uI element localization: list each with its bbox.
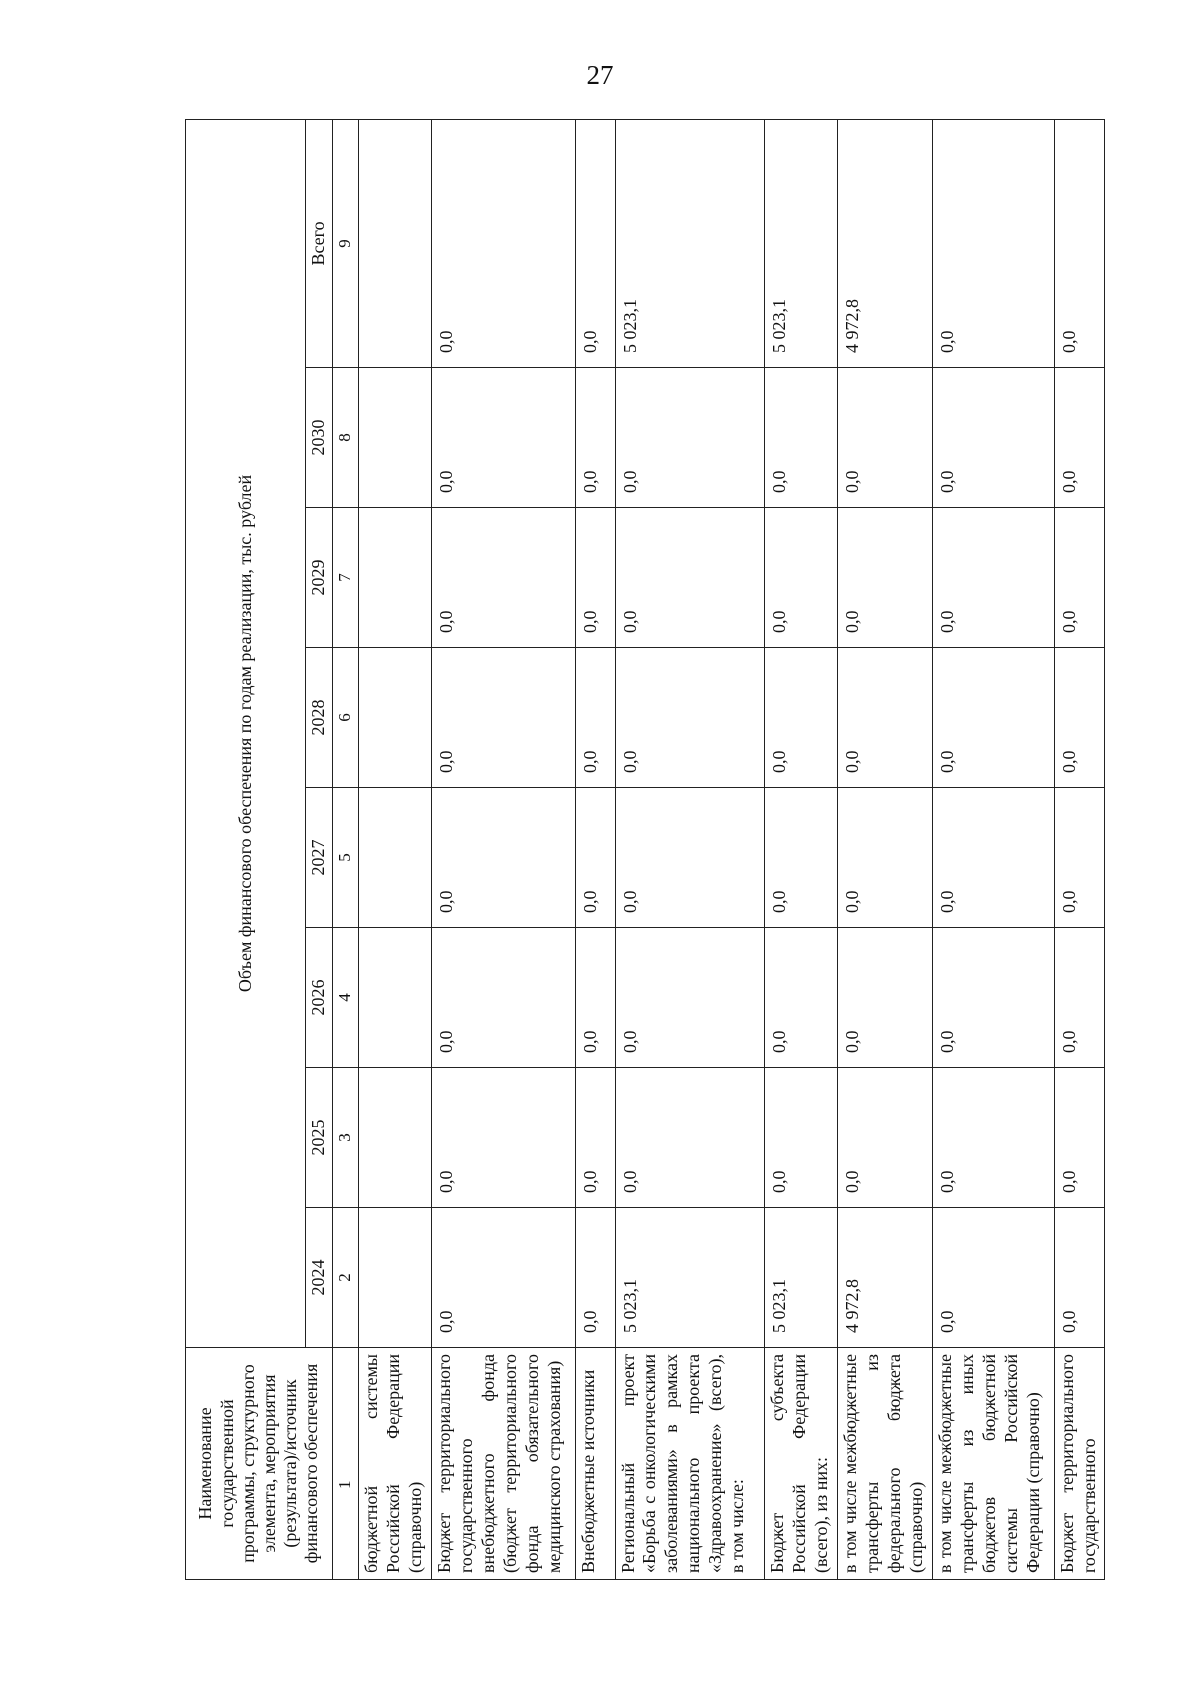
cell-value: 0,0: [1054, 788, 1104, 928]
cell-value: 0,0: [764, 1068, 837, 1208]
cell-value: 0,0: [576, 508, 615, 648]
column-number: 6: [332, 648, 358, 788]
row-name: Бюджет субъекта Российской Федерации (всего), из них:: [764, 1348, 837, 1580]
table-row: [432, 119, 576, 1579]
header-year: 2025: [306, 1068, 333, 1208]
header-name-column: Наименование государственной программы, структурного элемента, мероприятия (результата)/источник финансового обеспечения: [186, 1348, 333, 1580]
table-row: [837, 119, 933, 1579]
cell-value: 0,0: [432, 508, 576, 648]
header-total: Всего: [306, 119, 333, 367]
cell-value: 0,0: [764, 928, 837, 1068]
table-row: [576, 119, 615, 1579]
cell-value: 0,0: [576, 1068, 615, 1208]
cell-value: 5 023,1: [764, 1208, 837, 1348]
cell-value: 0,0: [764, 508, 837, 648]
column-number: 5: [332, 788, 358, 928]
cell-value: [359, 648, 432, 788]
header-year: 2030: [306, 368, 333, 508]
row-name: Бюджет территориального государственного внебюджетного фонда (бюджет территориального фонда обязательного медицинского страхования): [432, 1348, 576, 1580]
cell-value: 0,0: [1054, 119, 1104, 367]
table-row: [359, 119, 432, 1579]
row-name: в том числе межбюджетные трансферты из иных бюджетов бюджетной системы Российской Федерации (справочно): [933, 1348, 1054, 1580]
cell-value: [359, 1068, 432, 1208]
cell-value: 0,0: [933, 928, 1054, 1068]
cell-value: 0,0: [615, 928, 764, 1068]
table-row: [615, 119, 764, 1579]
cell-value: 0,0: [933, 648, 1054, 788]
row-name: бюджетной системы Российской Федерации (справочно): [359, 1348, 432, 1580]
cell-value: 0,0: [615, 788, 764, 928]
cell-value: 0,0: [1054, 648, 1104, 788]
cell-value: 0,0: [1054, 1068, 1104, 1208]
cell-value: 0,0: [576, 1208, 615, 1348]
column-number: 4: [332, 928, 358, 1068]
cell-value: 0,0: [615, 508, 764, 648]
cell-value: 0,0: [432, 1068, 576, 1208]
cell-value: 0,0: [837, 368, 933, 508]
cell-value: 0,0: [576, 788, 615, 928]
row-name: Бюджет территориального государственного: [1054, 1348, 1104, 1580]
cell-value: 4 972,8: [837, 119, 933, 367]
row-name: Региональный проект «Борьба с онкологическими заболеваниями» в рамках национального проекта «Здравоохранение» (всего), в том числе:: [615, 1348, 764, 1580]
row-name: в том числе межбюджетные трансферты из федерального бюджета (справочно): [837, 1348, 933, 1580]
cell-value: 0,0: [432, 788, 576, 928]
cell-value: 0,0: [837, 508, 933, 648]
cell-value: 0,0: [933, 368, 1054, 508]
cell-value: 0,0: [1054, 1208, 1104, 1348]
page-number: 27: [586, 60, 614, 90]
header-year: 2024: [306, 1208, 333, 1348]
cell-value: [359, 368, 432, 508]
table-row: [764, 119, 837, 1579]
column-number: 7: [332, 508, 358, 648]
cell-value: 0,0: [576, 119, 615, 367]
cell-value: [359, 788, 432, 928]
header-year: 2028: [306, 648, 333, 788]
cell-value: 0,0: [432, 368, 576, 508]
cell-value: 5 023,1: [615, 119, 764, 367]
cell-value: [359, 1208, 432, 1348]
column-number: 2: [332, 1208, 358, 1348]
cell-value: 0,0: [1054, 368, 1104, 508]
header-year: 2026: [306, 928, 333, 1068]
cell-value: 0,0: [432, 119, 576, 367]
row-name: Внебюджетные источники: [576, 1348, 615, 1580]
cell-value: 0,0: [615, 648, 764, 788]
cell-value: 0,0: [764, 648, 837, 788]
header-volume-group: Объем финансового обеспечения по годам реализации, тыс. рублей: [186, 119, 306, 1347]
column-number: 1: [332, 1348, 358, 1580]
rotated-table-container: [185, 120, 1105, 1580]
cell-value: 0,0: [576, 648, 615, 788]
cell-value: 0,0: [432, 928, 576, 1068]
cell-value: 0,0: [933, 119, 1054, 367]
cell-value: 0,0: [933, 1068, 1054, 1208]
cell-value: 0,0: [837, 928, 933, 1068]
cell-value: 0,0: [837, 1068, 933, 1208]
column-number: 3: [332, 1068, 358, 1208]
cell-value: 0,0: [576, 368, 615, 508]
column-number-row: [332, 119, 358, 1579]
cell-value: 0,0: [933, 788, 1054, 928]
table-row: [1054, 119, 1104, 1579]
table-row: [933, 119, 1054, 1579]
cell-value: [359, 119, 432, 367]
cell-value: [359, 508, 432, 648]
header-year: 2027: [306, 788, 333, 928]
column-number: 9: [332, 119, 358, 367]
column-number: 8: [332, 368, 358, 508]
cell-value: 0,0: [837, 648, 933, 788]
cell-value: 5 023,1: [615, 1208, 764, 1348]
cell-value: 0,0: [933, 508, 1054, 648]
financing-table: [185, 119, 1105, 1580]
cell-value: 0,0: [933, 1208, 1054, 1348]
cell-value: 0,0: [615, 368, 764, 508]
cell-value: 0,0: [432, 648, 576, 788]
header-year: 2029: [306, 508, 333, 648]
cell-value: 0,0: [615, 1068, 764, 1208]
cell-value: 0,0: [837, 788, 933, 928]
cell-value: 0,0: [432, 1208, 576, 1348]
cell-value: 0,0: [576, 928, 615, 1068]
cell-value: 4 972,8: [837, 1208, 933, 1348]
cell-value: [359, 928, 432, 1068]
cell-value: 0,0: [764, 788, 837, 928]
cell-value: 0,0: [1054, 928, 1104, 1068]
cell-value: 0,0: [1054, 508, 1104, 648]
cell-value: 5 023,1: [764, 119, 837, 367]
cell-value: 0,0: [764, 368, 837, 508]
